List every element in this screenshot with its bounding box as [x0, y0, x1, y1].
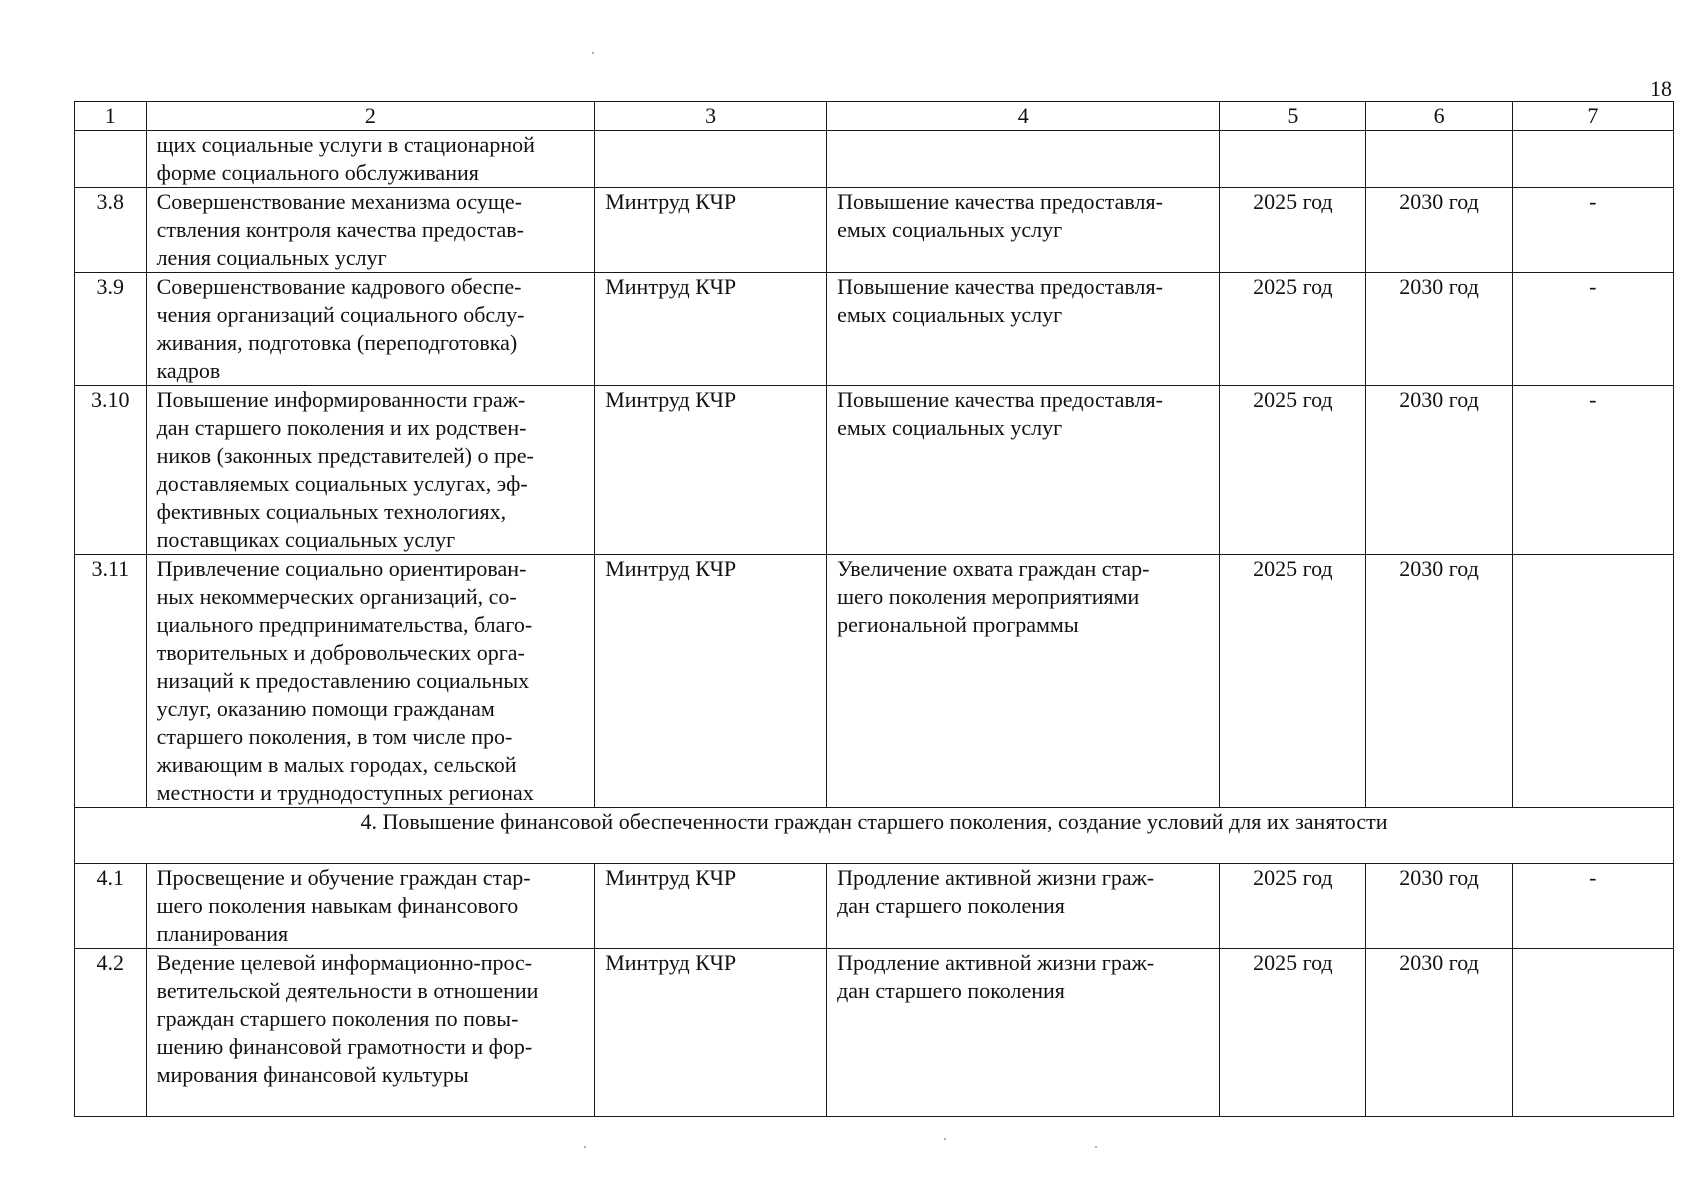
measure-cell-line: Просвещение и обучение граждан стар- [156, 865, 531, 890]
measure-cell-line: планирования [156, 921, 289, 946]
result-cell-line: Продление активной жизни граж- [837, 865, 1155, 890]
header-row [75, 102, 1674, 131]
end-year-cell: 2030 год [1366, 864, 1512, 949]
end-year-cell: 2030 год [1366, 949, 1512, 1117]
measure-cell-line: старшего поколения, в том числе про- [156, 724, 513, 749]
scan-speck [584, 1146, 586, 1148]
measure-cell-line: циального предпринимательства, благо- [156, 612, 533, 637]
section-row [75, 808, 1674, 864]
row-number-cell: 4.1 [75, 864, 147, 949]
start-year-cell: 2025 год [1220, 555, 1366, 808]
measure-cell [146, 864, 595, 949]
result-cell-line: региональной программы [837, 612, 1079, 637]
row-number-cell: 4.2 [75, 949, 147, 1117]
end-year-cell: 2030 год [1366, 188, 1512, 273]
measure-cell-line: живающим в малых городах, сельской [156, 752, 517, 777]
result-cell-line: Увеличение охвата граждан стар- [837, 556, 1150, 581]
measure-cell-line: Совершенствование кадрового обеспе- [156, 274, 522, 299]
result-cell-line: шего поколения мероприятиями [837, 584, 1140, 609]
table-header [75, 102, 1674, 131]
start-year-cell: 2025 год [1220, 188, 1366, 273]
result-cell [827, 555, 1220, 808]
measure-cell [146, 386, 595, 555]
result-cell-line: Повышение качества предоставля- [837, 387, 1163, 412]
result-cell [827, 273, 1220, 386]
result-cell-line: Повышение качества предоставля- [837, 189, 1163, 214]
result-cell [827, 864, 1220, 949]
result-cell-line: Продление активной жизни граж- [837, 950, 1155, 975]
result-cell-line: емых социальных услуг [837, 415, 1063, 440]
measure-cell [146, 949, 595, 1117]
executor-cell: Минтруд КЧР [595, 188, 827, 273]
table-row [75, 188, 1674, 273]
executor-cell: Минтруд КЧР [595, 386, 827, 555]
measure-cell-line: ветительской деятельности в отношении [156, 978, 539, 1003]
start-year-cell: 2025 год [1220, 949, 1366, 1117]
result-cell [827, 949, 1220, 1117]
executor-cell [595, 131, 827, 188]
end-year-cell [1366, 131, 1512, 188]
start-year-cell: 2025 год [1220, 386, 1366, 555]
measure-cell-line: чения организаций социального обслу- [156, 302, 525, 327]
result-cell [827, 386, 1220, 555]
scan-speck [944, 1138, 946, 1140]
table-body [75, 864, 1674, 1117]
measure-cell [146, 555, 595, 808]
note-cell [1512, 949, 1673, 1117]
result-cell-line: дан старшего поколения [837, 978, 1065, 1003]
executor-cell: Минтруд КЧР [595, 864, 827, 949]
measure-cell-line: ных некоммерческих организаций, со- [156, 584, 517, 609]
measures-table [74, 101, 1674, 1117]
measure-cell-line: Совершенствование механизма осуще- [156, 189, 522, 214]
note-cell [1512, 131, 1673, 188]
column-header: 3 [595, 102, 827, 131]
result-cell [827, 188, 1220, 273]
measure-cell-line: низаций к предоставлению социальных [156, 668, 530, 693]
measure-cell [146, 131, 595, 188]
measure-cell-line: шению финансовой грамотности и фор- [156, 1034, 533, 1059]
measure-cell [146, 273, 595, 386]
measure-cell-line: творительных и добровольческих орга- [156, 640, 525, 665]
result-cell-line: Повышение качества предоставля- [837, 274, 1163, 299]
measure-cell-line: кадров [156, 358, 221, 383]
measure-cell-line: граждан старшего поколения по повы- [156, 1006, 519, 1031]
measure-cell-line: форме социального обслуживания [156, 160, 479, 185]
measure-cell-line: мирования финансовой культуры [156, 1062, 469, 1087]
table-row [75, 949, 1674, 1117]
measure-cell-line: доставляемых социальных услугах, эф- [156, 471, 528, 496]
page-number: 18 [1650, 76, 1672, 101]
result-cell [827, 131, 1220, 188]
scan-speck [592, 52, 594, 54]
row-number-cell: 3.11 [75, 555, 147, 808]
row-number-cell: 3.8 [75, 188, 147, 273]
table-body [75, 131, 1674, 808]
end-year-cell: 2030 год [1366, 273, 1512, 386]
column-header: 4 [827, 102, 1220, 131]
column-header: 6 [1366, 102, 1512, 131]
measure-cell-line: поставщиках социальных услуг [156, 527, 456, 552]
measure-cell-line: местности и труднодоступных регионах [156, 780, 534, 805]
result-cell-line: емых социальных услуг [837, 302, 1063, 327]
executor-cell: Минтруд КЧР [595, 949, 827, 1117]
table-row [75, 131, 1674, 188]
end-year-cell: 2030 год [1366, 386, 1512, 555]
note-cell [1512, 555, 1673, 808]
table-row [75, 386, 1674, 555]
measure-cell-line: ствления контроля качества предостав- [156, 217, 524, 242]
note-cell: - [1512, 864, 1673, 949]
start-year-cell [1220, 131, 1366, 188]
result-cell-line: дан старшего поколения [837, 893, 1065, 918]
measure-cell [146, 188, 595, 273]
start-year-cell: 2025 год [1220, 864, 1366, 949]
column-header: 1 [75, 102, 147, 131]
table-row [75, 555, 1674, 808]
measure-cell-line: живания, подготовка (переподготовка) [156, 330, 518, 355]
measure-cell-line: дан старшего поколения и их родствен- [156, 415, 527, 440]
table-row [75, 273, 1674, 386]
row-number-cell: 3.9 [75, 273, 147, 386]
measure-cell-line: ления социальных услуг [156, 245, 387, 270]
row-number-cell [75, 131, 147, 188]
executor-cell: Минтруд КЧР [595, 555, 827, 808]
measure-cell-line: ников (законных представителей) о пре- [156, 443, 534, 468]
measure-cell-line: шего поколения навыкам финансового [156, 893, 519, 918]
measure-cell-line: услуг, оказанию помощи гражданам [156, 696, 495, 721]
row-number-cell: 3.10 [75, 386, 147, 555]
note-cell: - [1512, 273, 1673, 386]
end-year-cell: 2030 год [1366, 555, 1512, 808]
start-year-cell: 2025 год [1220, 273, 1366, 386]
table-row [75, 864, 1674, 949]
column-header: 5 [1220, 102, 1366, 131]
note-cell: - [1512, 188, 1673, 273]
section-heading: 4. Повышение финансовой обеспеченности граждан старшего поколения, создание условий для их занятости [75, 808, 1674, 864]
column-header: 7 [1512, 102, 1673, 131]
measure-cell-line: Ведение целевой информационно-прос- [156, 950, 533, 975]
scan-speck [1095, 1146, 1097, 1148]
column-header: 2 [146, 102, 595, 131]
measure-cell-line: Повышение информированности граж- [156, 387, 526, 412]
section-body [75, 808, 1674, 864]
measure-cell-line: щих социальные услуги в стационарной [156, 132, 535, 157]
note-cell: - [1512, 386, 1673, 555]
measure-cell-line: Привлечение социально ориентирован- [156, 556, 527, 581]
measure-cell-line: фективных социальных технологиях, [156, 499, 507, 524]
result-cell-line: емых социальных услуг [837, 217, 1063, 242]
executor-cell: Минтруд КЧР [595, 273, 827, 386]
